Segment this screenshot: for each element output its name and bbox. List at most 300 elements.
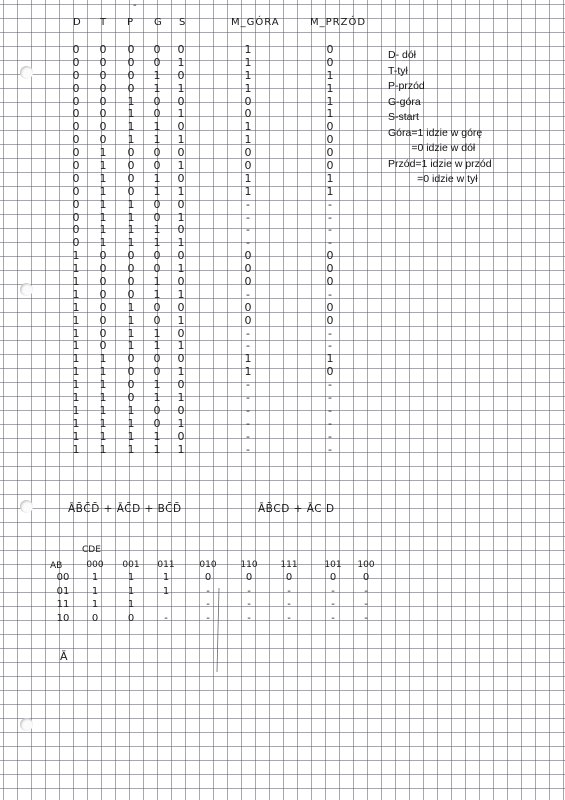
- header-d: D: [73, 17, 82, 28]
- table-cell: 0: [127, 43, 135, 56]
- kmap-cell: 0: [285, 572, 293, 583]
- table-cell: 1: [127, 223, 135, 237]
- table-cell: 0: [244, 249, 252, 263]
- table-cell: 0: [177, 249, 185, 263]
- column-m-gora: [241, 44, 255, 457]
- table-cell: 1: [244, 55, 252, 69]
- legend: [388, 48, 492, 188]
- kmap-row-header: 11: [56, 599, 70, 610]
- table-cell: 0: [72, 68, 80, 82]
- table-cell: -: [328, 326, 332, 340]
- table-cell: 0: [326, 146, 334, 160]
- table-cell: -: [328, 197, 332, 211]
- table-cell: 0: [72, 210, 80, 224]
- header-s: S: [179, 17, 187, 28]
- punch-hole: [20, 66, 33, 79]
- table-cell: 0: [326, 313, 334, 327]
- kmap-col-header: 100: [357, 560, 375, 570]
- table-cell: -: [328, 287, 332, 301]
- table-cell: 1: [127, 236, 135, 250]
- table-cell: 0: [153, 107, 161, 121]
- table-cell: 0: [72, 120, 80, 134]
- column-t: [96, 44, 110, 457]
- table-cell: 0: [127, 171, 135, 185]
- legend-line: Przód=1 idzie w przód: [388, 157, 492, 170]
- kmap-cell: 1: [91, 599, 99, 610]
- table-cell: 0: [72, 43, 80, 56]
- table-cell: 1: [127, 403, 135, 417]
- table-cell: 1: [326, 68, 334, 82]
- table-cell: 1: [244, 352, 252, 366]
- legend-line: =0 idzie w dół: [388, 142, 476, 154]
- table-cell: 1: [244, 120, 252, 134]
- table-cell: -: [246, 223, 250, 237]
- kmap-cell: 0: [245, 572, 253, 583]
- table-cell: 0: [99, 287, 107, 301]
- table-cell: 1: [244, 184, 252, 198]
- table-cell: 1: [99, 391, 107, 405]
- table-cell: 0: [127, 391, 135, 405]
- table-cell: -: [246, 236, 250, 250]
- table-cell: 0: [244, 94, 252, 108]
- kmap-cell: -: [206, 599, 210, 610]
- table-cell: 1: [72, 416, 80, 430]
- table-cell: 0: [177, 146, 185, 160]
- column-p: [124, 44, 138, 457]
- kmap-note: Ā: [60, 650, 68, 663]
- table-cell: 1: [326, 352, 334, 366]
- table-cell: 0: [99, 55, 107, 69]
- kmap-cell: 0: [127, 612, 135, 624]
- table-cell: 0: [244, 159, 252, 173]
- table-cell: 0: [326, 55, 334, 69]
- table-cell: 0: [153, 94, 161, 108]
- table-cell: 1: [153, 326, 161, 340]
- table-cell: 0: [127, 287, 135, 301]
- table-cell: -: [328, 223, 332, 237]
- table-cell: 1: [72, 326, 80, 340]
- table-cell: 0: [177, 43, 185, 56]
- table-cell: 0: [127, 159, 135, 173]
- table-cell: 0: [127, 352, 135, 366]
- table-cell: 1: [72, 365, 80, 379]
- table-cell: 1: [244, 68, 252, 82]
- table-cell: 0: [99, 68, 107, 82]
- table-cell: 1: [153, 236, 161, 250]
- kmap-col-header: 111: [280, 560, 298, 570]
- table-cell: 0: [99, 43, 107, 56]
- table-cell: 0: [99, 249, 107, 263]
- kmap-cell: -: [287, 612, 291, 624]
- kmap-cell: 0: [91, 612, 99, 624]
- table-cell: -: [246, 378, 250, 392]
- table-cell: 0: [326, 43, 334, 56]
- table-cell: 0: [127, 275, 135, 289]
- table-cell: 1: [99, 378, 107, 392]
- table-cell: 1: [99, 442, 107, 456]
- column-s: [174, 44, 188, 457]
- table-cell: 0: [177, 171, 185, 185]
- header-m-przod: M_PRZÓD: [310, 17, 367, 28]
- kmap-col-label: CDE: [82, 545, 101, 555]
- kmap-cell: -: [247, 612, 251, 624]
- table-cell: 0: [153, 159, 161, 173]
- kmap-cell: 0: [204, 572, 212, 583]
- table-cell: -: [246, 287, 250, 301]
- table-cell: 0: [244, 146, 252, 160]
- table-cell: 1: [177, 365, 185, 379]
- kmap-cell: 0: [329, 572, 337, 583]
- table-cell: 0: [244, 262, 252, 276]
- table-cell: 0: [72, 55, 80, 69]
- table-cell: 0: [99, 107, 107, 121]
- table-cell: 1: [177, 416, 185, 430]
- table-cell: 0: [244, 107, 252, 121]
- table-cell: 1: [244, 171, 252, 185]
- table-cell: 0: [72, 223, 80, 237]
- header-m-gora: M_GÓRA: [231, 17, 280, 28]
- table-cell: 1: [326, 171, 334, 185]
- table-cell: 0: [99, 326, 107, 340]
- table-cell: 0: [153, 262, 161, 276]
- table-cell: 1: [99, 171, 107, 185]
- table-cell: -: [328, 391, 332, 405]
- table-cell: 1: [72, 403, 80, 417]
- table-cell: 1: [127, 197, 135, 211]
- kmap-cell: 0: [362, 572, 370, 583]
- legend-line: T-tył: [388, 64, 408, 77]
- kmap-cell: 1: [127, 572, 135, 583]
- column-m-przod: [323, 44, 337, 457]
- table-cell: 1: [326, 94, 334, 108]
- table-cell: -: [246, 403, 250, 417]
- table-cell: 0: [153, 365, 161, 379]
- table-cell: 0: [72, 81, 80, 95]
- table-cell: 1: [326, 81, 334, 95]
- legend-line: D- dół: [388, 49, 417, 61]
- table-cell: 1: [177, 287, 185, 301]
- table-cell: 0: [153, 403, 161, 417]
- table-cell: -: [328, 210, 332, 224]
- table-cell: 0: [72, 159, 80, 173]
- table-cell: 0: [177, 94, 185, 108]
- top-mark: -: [133, 0, 137, 11]
- table-cell: 0: [153, 249, 161, 263]
- punch-hole: [20, 500, 33, 513]
- table-cell: 1: [177, 184, 185, 198]
- table-cell: 0: [177, 300, 185, 314]
- legend-line: S-start: [388, 111, 419, 123]
- table-cell: 0: [127, 378, 135, 392]
- table-cell: 1: [244, 81, 252, 95]
- kmap-cell: 1: [127, 599, 135, 610]
- table-cell: 0: [326, 120, 334, 134]
- table-cell: 0: [177, 275, 185, 289]
- table-cell: 1: [244, 365, 252, 379]
- table-cell: 1: [153, 391, 161, 405]
- table-cell: 0: [99, 300, 107, 314]
- table-cell: 0: [244, 313, 252, 327]
- table-cell: 1: [127, 107, 135, 121]
- table-cell: 0: [72, 197, 80, 211]
- formula-right: ĀB̄CD + ĀC D: [258, 503, 335, 515]
- table-cell: 0: [72, 184, 80, 198]
- table-cell: 1: [127, 120, 135, 134]
- header-p: P: [127, 17, 135, 28]
- table-cell: 1: [99, 197, 107, 211]
- kmap-row-header: 01: [56, 585, 70, 597]
- table-cell: 1: [153, 429, 161, 443]
- table-cell: 1: [127, 416, 135, 430]
- kmap-cell: -: [164, 612, 168, 624]
- table-cell: 1: [72, 313, 80, 327]
- table-cell: 0: [127, 81, 135, 95]
- table-cell: 1: [153, 442, 161, 456]
- table-cell: -: [246, 197, 250, 211]
- table-cell: 0: [153, 352, 161, 366]
- table-cell: 1: [72, 249, 80, 263]
- kmap-cell: -: [364, 612, 368, 624]
- kmap-cell: 1: [127, 585, 135, 597]
- kmap-cell: -: [247, 599, 251, 610]
- table-cell: 1: [177, 313, 185, 327]
- table-cell: 0: [99, 94, 107, 108]
- table-cell: 0: [153, 300, 161, 314]
- kmap-row-header: 10: [56, 612, 70, 624]
- kmap-cell: -: [287, 599, 291, 610]
- legend-line: Góra=1 idzie w górę: [388, 126, 483, 139]
- column-g: [150, 44, 164, 457]
- table-cell: 0: [99, 313, 107, 327]
- table-cell: 1: [244, 133, 252, 147]
- table-cell: 1: [153, 275, 161, 289]
- table-cell: 1: [99, 352, 107, 366]
- table-cell: -: [328, 378, 332, 392]
- table-cell: 1: [153, 287, 161, 301]
- kmap-col-header: 101: [324, 560, 342, 570]
- table-cell: 0: [326, 275, 334, 289]
- table-cell: 1: [127, 300, 135, 314]
- table-cell: 1: [72, 442, 80, 456]
- table-cell: 1: [99, 365, 107, 379]
- kmap-col-header: 010: [199, 560, 217, 570]
- table-cell: 1: [72, 352, 80, 366]
- table-cell: 0: [153, 146, 161, 160]
- table-cell: 0: [326, 159, 334, 173]
- table-cell: 0: [99, 262, 107, 276]
- table-cell: 1: [72, 300, 80, 314]
- legend-line: P-przód: [388, 80, 425, 92]
- table-cell: 1: [244, 43, 252, 56]
- table-cell: -: [246, 416, 250, 430]
- table-cell: 1: [72, 275, 80, 289]
- table-cell: 1: [326, 107, 334, 121]
- table-cell: 0: [72, 133, 80, 147]
- kmap-cell: -: [331, 585, 335, 597]
- table-cell: 0: [177, 352, 185, 366]
- table-cell: 0: [99, 339, 107, 353]
- kmap-cell: -: [331, 599, 335, 610]
- table-cell: 0: [127, 68, 135, 82]
- table-cell: 1: [153, 171, 161, 185]
- table-cell: 0: [177, 197, 185, 211]
- table-cell: 1: [99, 416, 107, 430]
- table-cell: 1: [326, 184, 334, 198]
- table-cell: -: [246, 442, 250, 456]
- table-cell: 0: [177, 120, 185, 134]
- table-cell: 0: [244, 275, 252, 289]
- kmap-cell: -: [247, 585, 251, 597]
- table-cell: 1: [177, 107, 185, 121]
- table-cell: 0: [72, 146, 80, 160]
- table-cell: 1: [153, 81, 161, 95]
- kmap-cell: -: [331, 612, 335, 624]
- table-cell: 1: [127, 210, 135, 224]
- table-cell: 0: [326, 262, 334, 276]
- table-cell: 0: [153, 43, 161, 56]
- table-cell: 0: [127, 146, 135, 160]
- table-cell: 1: [177, 339, 185, 353]
- formula-left: ĀB̄C̄D̄ + ĀC̄D + BC̄D̄: [68, 503, 182, 515]
- punch-hole: [20, 283, 33, 296]
- kmap-cell: 1: [162, 572, 170, 583]
- table-cell: 1: [127, 94, 135, 108]
- table-cell: -: [328, 339, 332, 353]
- table-cell: 0: [177, 68, 185, 82]
- table-cell: 1: [99, 210, 107, 224]
- table-cell: -: [328, 236, 332, 250]
- table-cell: 1: [153, 223, 161, 237]
- table-cell: 0: [127, 365, 135, 379]
- table-cell: 1: [127, 313, 135, 327]
- table-cell: 0: [127, 249, 135, 263]
- kmap-row-header: 00: [56, 572, 70, 583]
- table-cell: 1: [177, 262, 185, 276]
- table-cell: 1: [177, 81, 185, 95]
- table-cell: 1: [127, 429, 135, 443]
- table-cell: 1: [153, 339, 161, 353]
- table-cell: 1: [99, 184, 107, 198]
- table-cell: -: [328, 403, 332, 417]
- kmap-cell: 1: [91, 585, 99, 597]
- table-cell: 0: [153, 313, 161, 327]
- kmap-cell: -: [364, 585, 368, 597]
- table-cell: 1: [127, 442, 135, 456]
- table-cell: 0: [72, 107, 80, 121]
- kmap-row-label: AB: [50, 561, 63, 571]
- table-cell: 1: [177, 133, 185, 147]
- table-cell: 1: [72, 429, 80, 443]
- table-cell: 1: [153, 68, 161, 82]
- legend-line: =0 idzie w tył: [388, 173, 478, 185]
- table-cell: 1: [99, 159, 107, 173]
- table-cell: -: [246, 429, 250, 443]
- table-cell: 1: [127, 133, 135, 147]
- table-cell: 1: [99, 236, 107, 250]
- table-cell: 1: [153, 378, 161, 392]
- table-cell: 0: [326, 365, 334, 379]
- table-cell: 1: [99, 223, 107, 237]
- legend-line: G-góra: [388, 95, 421, 108]
- table-cell: -: [246, 339, 250, 353]
- kmap-col-header: 000: [86, 560, 104, 570]
- table-cell: 0: [326, 249, 334, 263]
- kmap-cell: 1: [91, 572, 99, 583]
- table-cell: 0: [177, 326, 185, 340]
- table-cell: 1: [99, 146, 107, 160]
- table-cell: 0: [99, 133, 107, 147]
- kmap-col-header: 110: [240, 560, 258, 570]
- table-cell: -: [246, 210, 250, 224]
- table-cell: 1: [127, 326, 135, 340]
- table-cell: 0: [244, 300, 252, 314]
- kmap-cell: -: [206, 612, 210, 624]
- table-cell: -: [328, 416, 332, 430]
- table-cell: 0: [177, 378, 185, 392]
- header-t: T: [100, 17, 108, 28]
- table-cell: 0: [153, 416, 161, 430]
- table-cell: 0: [99, 120, 107, 134]
- table-cell: -: [246, 326, 250, 340]
- kmap-col-header: 001: [122, 560, 140, 570]
- table-cell: 1: [72, 287, 80, 301]
- kmap-cell: 1: [162, 585, 170, 597]
- table-cell: 0: [127, 262, 135, 276]
- table-cell: 1: [153, 184, 161, 198]
- table-cell: 0: [72, 171, 80, 185]
- column-d: [69, 44, 83, 457]
- table-cell: 0: [177, 403, 185, 417]
- table-cell: 0: [326, 133, 334, 147]
- table-cell: 0: [177, 429, 185, 443]
- table-cell: 0: [99, 81, 107, 95]
- header-g: G: [154, 17, 163, 28]
- table-cell: 1: [177, 442, 185, 456]
- kmap-col-header: 011: [157, 560, 175, 570]
- table-cell: 0: [153, 210, 161, 224]
- table-cell: 1: [127, 339, 135, 353]
- table-cell: 0: [153, 197, 161, 211]
- table-cell: 1: [177, 159, 185, 173]
- table-cell: 1: [72, 378, 80, 392]
- table-cell: 0: [177, 223, 185, 237]
- table-cell: 0: [72, 94, 80, 108]
- table-cell: 1: [99, 403, 107, 417]
- table-cell: 0: [153, 55, 161, 69]
- table-cell: 0: [99, 275, 107, 289]
- kmap-cell: -: [364, 599, 368, 610]
- table-cell: 0: [72, 236, 80, 250]
- table-cell: 1: [153, 120, 161, 134]
- table-cell: 1: [177, 391, 185, 405]
- kmap-cell: -: [206, 585, 210, 597]
- punch-hole: [20, 718, 33, 731]
- table-cell: 0: [127, 184, 135, 198]
- table-cell: 1: [177, 210, 185, 224]
- table-cell: 1: [72, 391, 80, 405]
- table-cell: 1: [177, 55, 185, 69]
- table-cell: 1: [153, 133, 161, 147]
- table-cell: -: [246, 391, 250, 405]
- table-cell: 1: [177, 236, 185, 250]
- table-cell: 1: [72, 339, 80, 353]
- table-cell: 0: [127, 55, 135, 69]
- table-cell: 1: [99, 429, 107, 443]
- table-cell: 0: [326, 300, 334, 314]
- table-cell: -: [328, 442, 332, 456]
- table-cell: -: [328, 429, 332, 443]
- table-cell: 1: [72, 262, 80, 276]
